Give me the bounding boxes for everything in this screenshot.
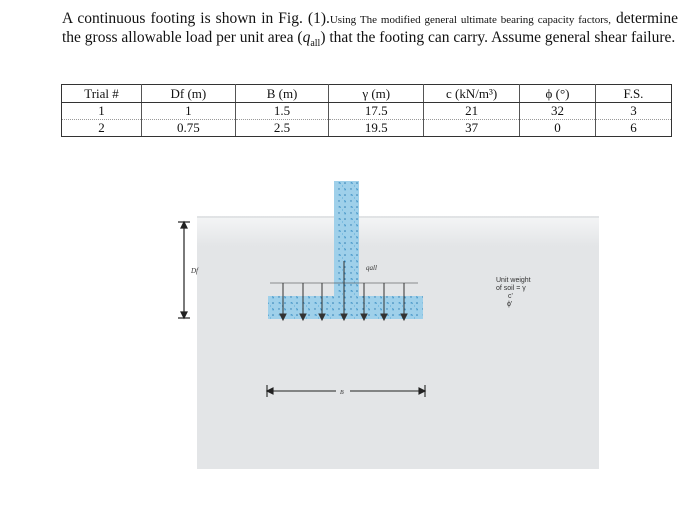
df-dimension	[178, 222, 190, 318]
b-label: B	[340, 390, 344, 396]
cell: 19.5	[329, 120, 424, 137]
header-phi: ϕ (°)	[520, 85, 596, 103]
cell: 2	[62, 120, 142, 137]
problem-text-2: determine the gross allowable load per unit area (	[62, 10, 678, 46]
problem-text-1: A continuous footing is shown in Fig. (1).	[62, 10, 330, 27]
header-trial: Trial #	[62, 85, 142, 103]
footing-column	[334, 181, 359, 297]
problem-text-small: Using The modified general ultimate bearing capacity factors,	[329, 14, 611, 26]
cell: 2.5	[235, 120, 329, 137]
header-b: B (m)	[235, 85, 329, 103]
soil-line-4: ϕ'	[507, 301, 513, 308]
problem-text-3: ) that the footing can carry. Assume general shear failure.	[320, 29, 676, 46]
cell: 32	[520, 103, 596, 120]
q-all-label: qall	[366, 264, 377, 272]
soil-line-2: of soil = γ	[496, 285, 526, 292]
cell: 0.75	[142, 120, 236, 137]
cell: 17.5	[329, 103, 424, 120]
cell: 37	[424, 120, 520, 137]
header-df: Df (m)	[142, 85, 236, 103]
header-fs: F.S.	[595, 85, 671, 103]
soil-properties-label	[496, 277, 531, 309]
cell: 1	[62, 103, 142, 120]
header-c: c (kN/m³)	[424, 85, 520, 103]
cell: 3	[595, 103, 671, 120]
cell: 1	[142, 103, 236, 120]
header-gamma: γ (m)	[329, 85, 424, 103]
cell: 6	[595, 120, 671, 137]
cell: 0	[520, 120, 596, 137]
df-label: Df	[191, 267, 198, 275]
cell: 21	[424, 103, 520, 120]
cell: 1.5	[235, 103, 329, 120]
soil-body	[197, 216, 599, 469]
q-subscript: all	[310, 38, 321, 50]
q-symbol: q	[302, 29, 311, 46]
soil-line-1: Unit weight	[496, 277, 531, 284]
soil-line-3: c'	[508, 293, 513, 300]
